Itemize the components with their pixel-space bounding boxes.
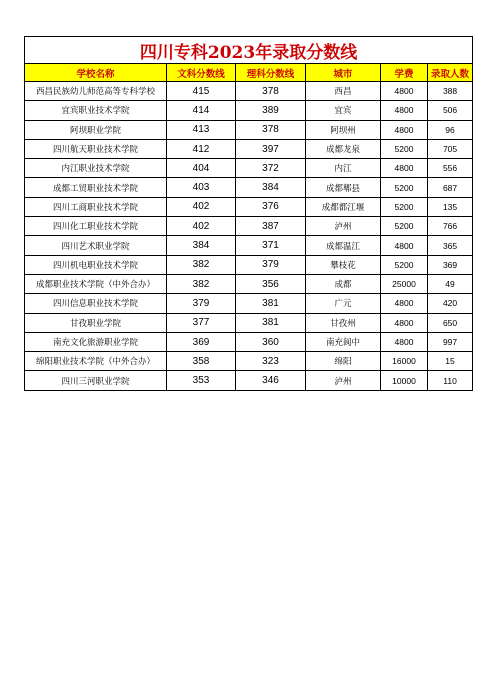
arts-score-cell: 403 — [167, 178, 236, 197]
arts-score-cell: 414 — [167, 101, 236, 120]
school-name-cell: 甘孜职业学院 — [25, 313, 167, 332]
science-score-cell: 376 — [236, 197, 306, 216]
city-cell: 成都郫县 — [306, 178, 381, 197]
table-row — [25, 313, 473, 332]
city-cell: 阿坝州 — [306, 120, 381, 139]
school-name-cell: 成都工贸职业技术学院 — [25, 178, 167, 197]
tuition-cell: 4800 — [381, 101, 428, 120]
arts-score-cell: 384 — [167, 236, 236, 255]
science-score-cell: 389 — [236, 101, 306, 120]
city-cell: 宜宾 — [306, 101, 381, 120]
tuition-cell: 4800 — [381, 82, 428, 101]
city-cell: 泸州 — [306, 217, 381, 236]
science-score-cell: 381 — [236, 294, 306, 313]
table-row — [25, 101, 473, 120]
enrollment-cell: 766 — [428, 217, 473, 236]
school-name-cell: 四川工商职业技术学院 — [25, 197, 167, 216]
sheet-title: 四川专科2023年录取分数线 — [25, 37, 473, 64]
arts-score-cell: 353 — [167, 371, 236, 390]
table-row — [25, 352, 473, 371]
column-header-arts-score: 文科分数线 — [167, 64, 236, 82]
science-score-cell: 384 — [236, 178, 306, 197]
column-header-tuition: 学费 — [381, 64, 428, 82]
column-header-city: 城市 — [306, 64, 381, 82]
table-row — [25, 82, 473, 101]
table-row — [25, 178, 473, 197]
school-name-cell: 四川信息职业技术学院 — [25, 294, 167, 313]
table-row — [25, 332, 473, 351]
score-sheet — [24, 36, 472, 391]
school-name-cell: 四川机电职业技术学院 — [25, 255, 167, 274]
table-row — [25, 274, 473, 293]
enrollment-cell: 388 — [428, 82, 473, 101]
enrollment-cell: 556 — [428, 159, 473, 178]
city-cell: 成都都江堰 — [306, 197, 381, 216]
school-name-cell: 绵阳职业技术学院（中外合办） — [25, 352, 167, 371]
arts-score-cell: 379 — [167, 294, 236, 313]
enrollment-cell: 997 — [428, 332, 473, 351]
enrollment-cell: 110 — [428, 371, 473, 390]
tuition-cell: 5200 — [381, 217, 428, 236]
city-cell: 绵阳 — [306, 352, 381, 371]
city-cell: 甘孜州 — [306, 313, 381, 332]
tuition-cell: 4800 — [381, 120, 428, 139]
science-score-cell: 372 — [236, 159, 306, 178]
enrollment-cell: 49 — [428, 274, 473, 293]
table-row — [25, 159, 473, 178]
tuition-cell: 4800 — [381, 236, 428, 255]
table-header-row — [25, 64, 473, 82]
enrollment-cell: 420 — [428, 294, 473, 313]
school-name-cell: 宜宾职业技术学院 — [25, 101, 167, 120]
arts-score-cell: 404 — [167, 159, 236, 178]
enrollment-cell: 506 — [428, 101, 473, 120]
city-cell: 南充阆中 — [306, 332, 381, 351]
tuition-cell: 5200 — [381, 255, 428, 274]
science-score-cell: 387 — [236, 217, 306, 236]
city-cell: 成都 — [306, 274, 381, 293]
arts-score-cell: 415 — [167, 82, 236, 101]
table-row — [25, 236, 473, 255]
science-score-cell: 360 — [236, 332, 306, 351]
table-row — [25, 371, 473, 390]
school-name-cell: 四川化工职业技术学院 — [25, 217, 167, 236]
science-score-cell: 397 — [236, 139, 306, 158]
school-name-cell: 南充文化旅游职业学院 — [25, 332, 167, 351]
admission-score-table — [24, 36, 473, 391]
school-name-cell: 四川艺术职业学院 — [25, 236, 167, 255]
tuition-cell: 4800 — [381, 313, 428, 332]
tuition-cell: 4800 — [381, 294, 428, 313]
arts-score-cell: 369 — [167, 332, 236, 351]
tuition-cell: 4800 — [381, 332, 428, 351]
science-score-cell: 346 — [236, 371, 306, 390]
science-score-cell: 356 — [236, 274, 306, 293]
enrollment-cell: 96 — [428, 120, 473, 139]
tuition-cell: 4800 — [381, 159, 428, 178]
arts-score-cell: 358 — [167, 352, 236, 371]
tuition-cell: 25000 — [381, 274, 428, 293]
city-cell: 广元 — [306, 294, 381, 313]
tuition-cell: 5200 — [381, 178, 428, 197]
table-row — [25, 217, 473, 236]
tuition-cell: 5200 — [381, 139, 428, 158]
tuition-cell: 5200 — [381, 197, 428, 216]
school-name-cell: 四川三河职业学院 — [25, 371, 167, 390]
city-cell: 西昌 — [306, 82, 381, 101]
arts-score-cell: 413 — [167, 120, 236, 139]
city-cell: 攀枝花 — [306, 255, 381, 274]
school-name-cell: 四川航天职业技术学院 — [25, 139, 167, 158]
city-cell: 成都龙泉 — [306, 139, 381, 158]
science-score-cell: 381 — [236, 313, 306, 332]
tuition-cell: 10000 — [381, 371, 428, 390]
city-cell: 内江 — [306, 159, 381, 178]
arts-score-cell: 377 — [167, 313, 236, 332]
column-header-enrollment: 录取人数 — [428, 64, 473, 82]
enrollment-cell: 687 — [428, 178, 473, 197]
enrollment-cell: 650 — [428, 313, 473, 332]
school-name-cell: 内江职业技术学院 — [25, 159, 167, 178]
table-row — [25, 139, 473, 158]
arts-score-cell: 402 — [167, 217, 236, 236]
arts-score-cell: 412 — [167, 139, 236, 158]
school-name-cell: 阿坝职业学院 — [25, 120, 167, 139]
enrollment-cell: 135 — [428, 197, 473, 216]
school-name-cell: 成都职业技术学院（中外合办） — [25, 274, 167, 293]
arts-score-cell: 382 — [167, 274, 236, 293]
table-body — [25, 82, 473, 391]
table-row — [25, 197, 473, 216]
science-score-cell: 378 — [236, 82, 306, 101]
science-score-cell: 323 — [236, 352, 306, 371]
arts-score-cell: 382 — [167, 255, 236, 274]
enrollment-cell: 369 — [428, 255, 473, 274]
school-name-cell: 西昌民族幼儿师范高等专科学校 — [25, 82, 167, 101]
table-row — [25, 120, 473, 139]
enrollment-cell: 365 — [428, 236, 473, 255]
science-score-cell: 371 — [236, 236, 306, 255]
science-score-cell: 378 — [236, 120, 306, 139]
table-row — [25, 294, 473, 313]
enrollment-cell: 705 — [428, 139, 473, 158]
column-header-science-score: 理科分数线 — [236, 64, 306, 82]
tuition-cell: 16000 — [381, 352, 428, 371]
table-row — [25, 255, 473, 274]
science-score-cell: 379 — [236, 255, 306, 274]
enrollment-cell: 15 — [428, 352, 473, 371]
city-cell: 泸州 — [306, 371, 381, 390]
city-cell: 成都温江 — [306, 236, 381, 255]
arts-score-cell: 402 — [167, 197, 236, 216]
column-header-school: 学校名称 — [25, 64, 167, 82]
